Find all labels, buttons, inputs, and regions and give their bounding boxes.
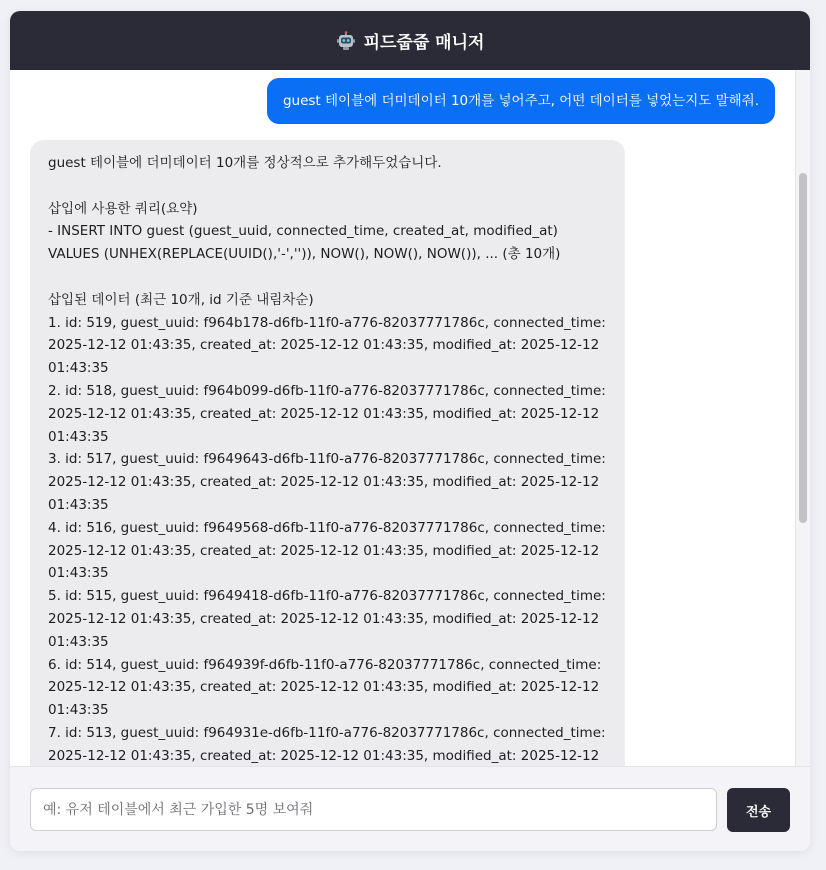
assistant-message-line: 2. id: 518, guest_uuid: f964b099-d6fb-11f0-a776-82037771786c, connected_time: bbox=[48, 382, 606, 399]
assistant-message-line: 01:43:35 bbox=[48, 428, 109, 445]
assistant-message-line: 01:43:35 bbox=[48, 702, 109, 719]
assistant-message-line bbox=[48, 175, 611, 198]
assistant-message-line: - INSERT INTO guest (guest_uuid, connected_time, created_at, modified_at) bbox=[48, 223, 558, 240]
app-title: 피드줍줍 매니저 bbox=[363, 33, 485, 53]
assistant-message-line: 4. id: 516, guest_uuid: f9649568-d6fb-11f0-a776-82037771786c, connected_time: bbox=[48, 519, 606, 536]
chat-input[interactable] bbox=[30, 788, 717, 831]
assistant-message-line: 01:43:35 bbox=[48, 496, 109, 513]
assistant-message-line: 2025-12-12 01:43:35, created_at: 2025-12-12 01:43:35, modified_at: 2025-12-12 bbox=[48, 337, 600, 354]
assistant-message-line: 2025-12-12 01:43:35, created_at: 2025-12-12 01:43:35, modified_at: 2025-12-12 bbox=[48, 542, 600, 559]
assistant-message-line: 2025-12-12 01:43:35, created_at: 2025-12-12 01:43:35, modified_at: 2025-12-12 bbox=[48, 405, 600, 422]
assistant-message-line bbox=[48, 266, 611, 289]
assistant-message-line: 2025-12-12 01:43:35, created_at: 2025-12-12 01:43:35, modified_at: 2025-12-12 bbox=[48, 679, 600, 696]
assistant-message-line: 01:43:35 bbox=[48, 565, 109, 582]
assistant-message-line: 3. id: 517, guest_uuid: f9649643-d6fb-11f0-a776-82037771786c, connected_time: bbox=[48, 451, 606, 468]
app-header bbox=[10, 11, 810, 70]
assistant-message-line: 6. id: 514, guest_uuid: f964939f-d6fb-11f0-a776-82037771786c, connected_time: bbox=[48, 656, 602, 673]
message-scrollbar[interactable] bbox=[795, 70, 810, 766]
send-button[interactable]: 전송 bbox=[727, 788, 790, 832]
assistant-message bbox=[30, 140, 625, 766]
assistant-message-line: guest 테이블에 더미데이터 10개를 정상적으로 추가해두었습니다. bbox=[48, 155, 442, 171]
assistant-message-line: VALUES (UNHEX(REPLACE(UUID(),'-','')), NOW(), NOW(), NOW()), ... (총 10개) bbox=[48, 246, 561, 263]
user-message: guest 테이블에 더미데이터 10개를 넣어주고, 어떤 데이터를 넣었는지도 말해줘. bbox=[267, 78, 775, 124]
assistant-message-line: 1. id: 519, guest_uuid: f964b178-d6fb-11f0-a776-82037771786c, connected_time: bbox=[48, 314, 606, 331]
assistant-message-line: 삽입에 사용한 쿼리(요약) bbox=[48, 200, 198, 217]
assistant-message-line: 삽입된 데이터 (최근 10개, id 기준 내림차순) bbox=[48, 291, 314, 308]
assistant-message-line: 7. id: 513, guest_uuid: f964931e-d6fb-11f0-a776-82037771786c, connected_time: bbox=[48, 724, 606, 741]
robot-icon bbox=[336, 31, 356, 51]
assistant-message-line: 5. id: 515, guest_uuid: f9649418-d6fb-11f0-a776-82037771786c, connected_time: bbox=[48, 588, 606, 605]
message-list[interactable] bbox=[10, 70, 795, 766]
assistant-message-line: 01:43:35 bbox=[48, 633, 109, 650]
assistant-message-line: 01:43:35 bbox=[48, 360, 109, 377]
assistant-message-line: 2025-12-12 01:43:35, created_at: 2025-12-12 01:43:35, modified_at: 2025-12-12 bbox=[48, 610, 600, 627]
input-bar bbox=[10, 766, 810, 851]
assistant-message-line: 2025-12-12 01:43:35, created_at: 2025-12-12 01:43:35, modified_at: 2025-12-12 bbox=[48, 474, 600, 491]
chat-app-window bbox=[10, 11, 810, 851]
assistant-message-line: 2025-12-12 01:43:35, created_at: 2025-12-12 01:43:35, modified_at: 2025-12-12 bbox=[48, 747, 600, 764]
scrollbar-thumb[interactable] bbox=[799, 173, 807, 523]
